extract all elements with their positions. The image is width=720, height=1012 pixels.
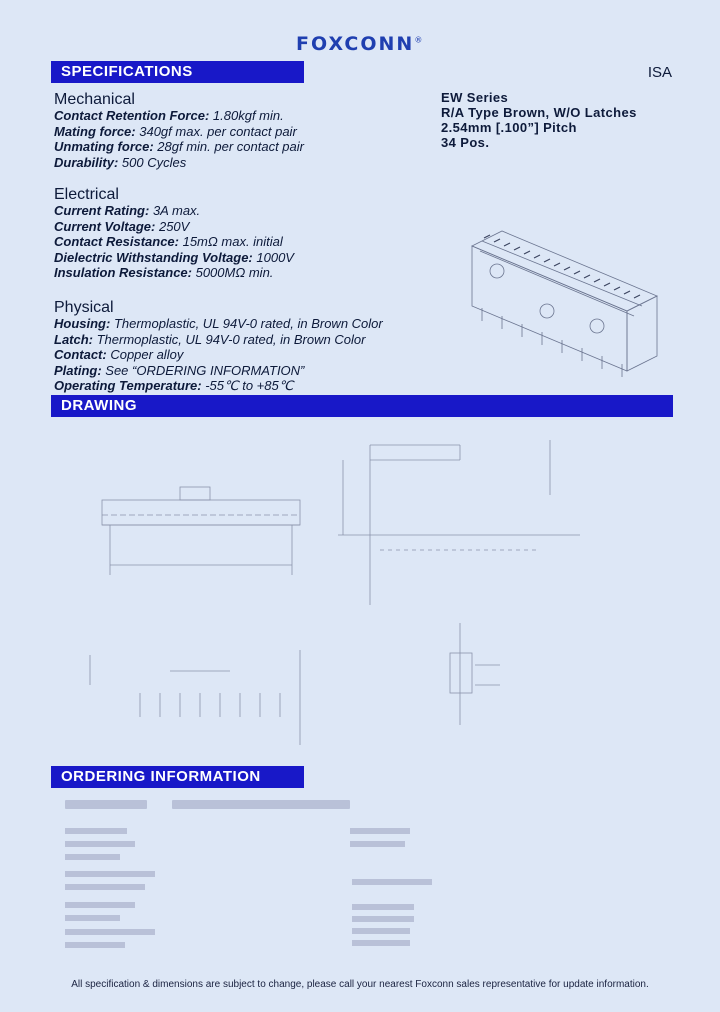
spec-row: Contact: Copper alloy [54, 347, 184, 362]
spec-row: Mating force: 340gf max. per contact pair [54, 123, 297, 139]
spec-row: Plating: See “ORDERING INFORMATION” [54, 362, 305, 378]
footer-disclaimer: All specification & dimensions are subject to change, please call your nearest Foxconn sales representative for update information. [71, 979, 649, 990]
spec-row: Unmating force: 28gf min. per contact pair [54, 139, 304, 154]
spec-row: Dielectric Withstanding Voltage: 1000V [54, 249, 294, 265]
mechanical-list [54, 108, 304, 170]
spec-row: Operating Temperature: -55℃ to +85℃ [54, 378, 294, 393]
product-positions: 34 Pos. [441, 135, 490, 150]
spec-row: Durability: 500 Cycles [54, 154, 187, 170]
spec-row: Insulation Resistance: 5000MΩ min. [54, 265, 274, 280]
electrical-title: Electrical [54, 186, 119, 203]
technical-drawing [80, 425, 660, 755]
spec-row: Current Rating: 3A max. [54, 203, 201, 218]
ordering-faint-text [60, 798, 460, 958]
foxconn-logo: FOXCONN® [296, 33, 423, 55]
connector-illustration [462, 226, 662, 386]
product-pitch: 2.54mm [.100”] Pitch [441, 120, 577, 135]
product-info [441, 90, 637, 150]
spec-row: Current Voltage: 250V [54, 218, 190, 234]
spec-row: Housing: Thermoplastic, UL 94V-0 rated, in Brown Color [54, 316, 383, 331]
mechanical-title: Mechanical [54, 91, 135, 108]
electrical-list [54, 203, 294, 281]
spec-row: Latch: Thermoplastic, UL 94V-0 rated, in Brown Color [54, 331, 366, 347]
category-label: ISA [647, 64, 672, 81]
spec-row: Contact Resistance: 15mΩ max. initial [54, 234, 283, 249]
product-type: R/A Type Brown, W/O Latches [441, 105, 637, 120]
product-series: EW Series [441, 90, 509, 105]
physical-title: Physical [54, 299, 114, 316]
specifications-header: SPECIFICATIONS [51, 61, 304, 83]
spec-row: Contact Retention Force: 1.80kgf min. [54, 108, 284, 123]
ordering-header: ORDERING INFORMATION [51, 766, 304, 788]
physical-list [54, 316, 383, 394]
drawing-header: DRAWING [51, 395, 673, 417]
